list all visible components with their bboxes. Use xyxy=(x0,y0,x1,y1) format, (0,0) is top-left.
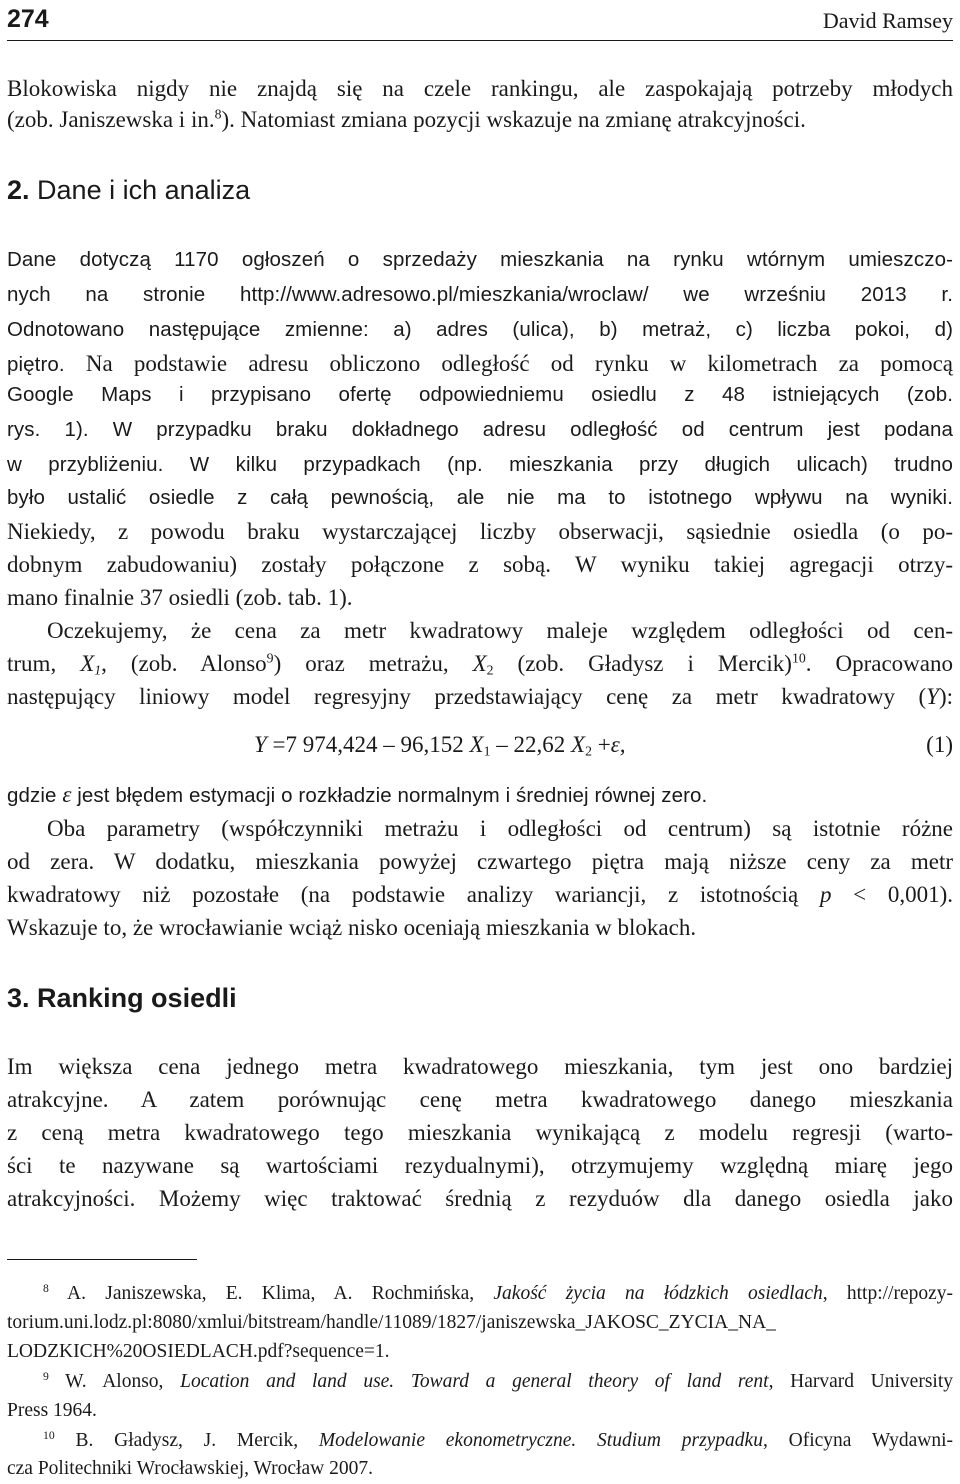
paragraph-line: atrakcyjności. Możemy więc traktować średnią z rezyduów dla danego osiedla jako xyxy=(7,1186,953,1211)
paragraph-line: z ceną metra kwadratowego tego mieszkania wynikającą z modelu regresji (warto- xyxy=(7,1120,953,1145)
paragraph-line: atrakcyjne. A zatem porównując cenę metra kwadratowego danego mieszkania xyxy=(7,1087,953,1112)
variable-y: Y xyxy=(926,684,939,709)
paragraph-line: Oczekujemy, że cena za metr kwadratowy maleje względem odległości od cen- xyxy=(47,618,953,643)
page xyxy=(7,0,953,1484)
paragraph-line: Im większa cena jednego metra kwadratowego mieszkania, tym jest ono bardziej xyxy=(7,1054,953,1079)
regression-equation xyxy=(254,728,953,761)
footnote-ref-10[interactable]: 10 xyxy=(791,650,806,666)
intro-line-1: Blokowiska nigdy nie znajdą się na czele rankingu, ale zaspokajają potrzeby młodych xyxy=(7,76,953,101)
running-author: David Ramsey xyxy=(822,8,953,33)
paragraph-line: rys. 1). W przypadku braku dokładnego adresu odległość od centrum jest podana xyxy=(7,418,953,441)
paragraph-line: Niekiedy, z powodu braku wystarczającej liczby obserwacji, sąsiednie osiedla (o po- xyxy=(7,519,953,544)
paragraph-line: było ustalić osiedle z całą pewnością, ale nie ma to istotnego wpływu na wyniki. xyxy=(7,486,953,509)
paragraph-line: od zera. W dodatku, mieszkania powyżej czwartego piętra mają niższe ceny za metr xyxy=(7,849,953,874)
equation-number: (1) xyxy=(926,732,953,757)
running-header xyxy=(7,2,953,36)
section-3-heading xyxy=(7,980,237,1016)
paragraph-line: następujący liniowy model regresyjny przedstawiający cenę za metr kwadratowy (Y): xyxy=(7,684,953,709)
footnote-9-line-2: Press 1964. xyxy=(7,1400,97,1421)
section-number: 3. xyxy=(7,983,30,1013)
paragraph-line: trum, $X_1$, (zob. Alonso$^9$) oraz metrażu, $X_2$ (zob. Gładysz i Mercik)$^{10}$. Opracowano xyxy=(7,650,953,678)
header-rule xyxy=(7,40,953,41)
paragraph-line: Dane dotyczą 1170 ogłoszeń o sprzedaży mieszkania na rynku wtórnym umieszczo- xyxy=(7,248,953,271)
paragraph-line: nych na stronie http://www.adresowo.pl/mieszkania/wroclaw/ we wrześniu 2013 r. xyxy=(7,283,953,306)
paragraph-line: Odnotowano następujące zmienne: a) adres (ulica), b) metraż, c) liczba pokoi, d) xyxy=(7,318,953,341)
variable-x1: X xyxy=(80,651,95,676)
variable-x2: X xyxy=(472,651,487,676)
footnote-ref-8[interactable]: 8 xyxy=(214,106,222,122)
section-title: Ranking osiedli xyxy=(37,983,237,1013)
paragraph-line: dobnym zabudowaniu) zostały połączone z sobą. W wyniku takiej agregacji otrzy- xyxy=(7,552,953,577)
paragraph-line: Oba parametry (współczynniki metrażu i odległości od centrum) są istotnie różne xyxy=(47,816,953,841)
section-2-heading xyxy=(7,172,250,208)
footnote-8-line-2[interactable]: torium.uni.lodz.pl:8080/xmlui/bitstream/handle/11089/1827/janiszewska_JAKOSC_ZYCIA_NA_ xyxy=(7,1312,776,1333)
footnote-ref-9[interactable]: 9 xyxy=(266,650,274,666)
footnote-9: $^9$ W. Alonso, Location and land use. Toward a general theory of land rent, Harvard University xyxy=(43,1369,953,1392)
intro-line-2: (zob. Janiszewska i in.$^8$). Natomiast zmiana pozycji wskazuje na zmianę atrakcyjności. xyxy=(7,106,806,132)
footnote-rule xyxy=(7,1259,197,1260)
footnote-10: $^{10}$ B. Gładysz, J. Mercik, Modelowanie ekonometryczne. Studium przypadku, Oficyna Wydawni- xyxy=(43,1428,953,1451)
paragraph-line: Wskazuje to, że wrocławianie wciąż nisko oceniają mieszkania w blokach. xyxy=(7,915,697,940)
footnote-8: $^8$ A. Janiszewska, E. Klima, A. Rochmińska, Jakość życia na łódzkich osiedlach, http://repozy- xyxy=(43,1281,953,1304)
paragraph-line: w przybliżeniu. W kilku przypadkach (np. mieszkania przy długich ulicach) trudno xyxy=(7,453,953,476)
paragraph-line: piętro. Na podstawie adresu obliczono odległość od rynku w kilometrach za pomocą xyxy=(7,351,953,376)
section-number: 2. xyxy=(7,175,30,205)
paragraph-line: mano finalnie 37 osiedli (zob. tab. 1). xyxy=(7,585,353,610)
paragraph-line: gdzie ε jest błędem estymacji o rozkładzie normalnym i średniej równej zero. xyxy=(7,782,708,807)
section-title: Dane i ich analiza xyxy=(37,175,251,205)
page-number: 274 xyxy=(7,5,49,33)
paragraph-line: kwadratowy niż pozostałe (na podstawie analizy wariancji, z istotnością p < 0,001). xyxy=(7,882,953,907)
paragraph-line: Google Maps i przypisano ofertę odpowiedniemu osiedlu z 48 istniejących (zob. xyxy=(7,383,953,406)
footnote-10-line-2: cza Politechniki Wrocławskiej, Wrocław 2007. xyxy=(7,1458,373,1479)
equation-body: Y =7 974,424 – 96,152 $X_1 - 22,62$ $X_2 +\varepsilon$, xyxy=(254,732,626,759)
paragraph-line: ści te nazywane są wartościami rezydualnymi), otrzymujemy względną miarę jego xyxy=(7,1153,953,1178)
footnote-8-line-3[interactable]: LODZKICH%20OSIEDLACH.pdf?sequence=1. xyxy=(7,1341,390,1362)
